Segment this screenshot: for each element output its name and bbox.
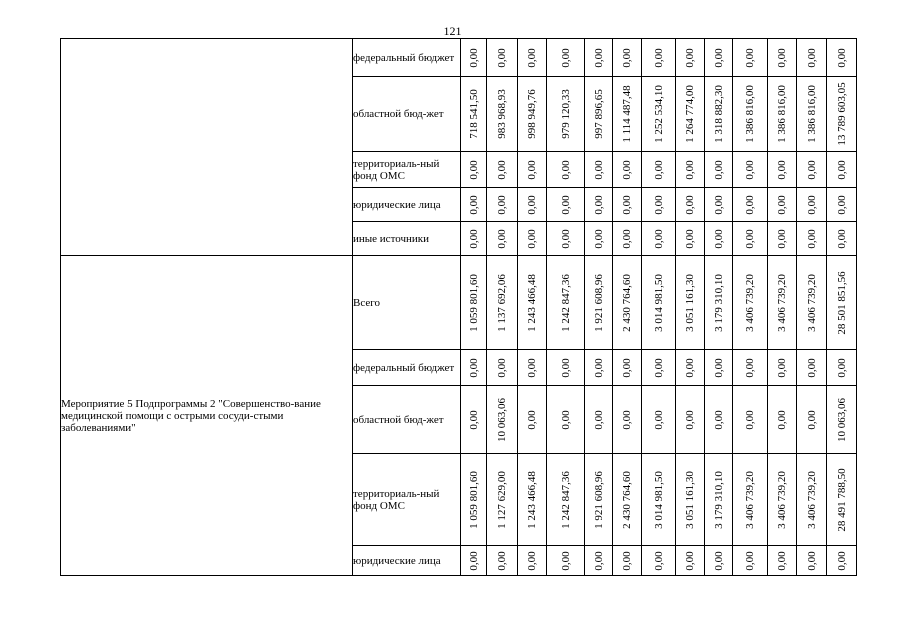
value-cell [797, 152, 827, 188]
value-text: 0,00 [467, 228, 480, 249]
value-cell [547, 188, 585, 222]
empty-measure-cell [61, 39, 353, 256]
value-cell [676, 39, 705, 77]
value-text: 0,00 [805, 409, 818, 430]
table-row [61, 39, 857, 77]
value-text: 0,00 [467, 409, 480, 430]
value-cell [797, 546, 827, 576]
value-cell [642, 386, 676, 454]
funding-source-label: федеральный бюджет [353, 39, 461, 77]
value-text: 998 949,76 [526, 89, 538, 139]
value-text: 0,00 [684, 409, 696, 430]
value-cell [827, 152, 857, 188]
value-text: 0,00 [467, 194, 480, 215]
value-cell [642, 454, 676, 546]
value-text: 0,00 [652, 409, 665, 430]
value-cell [642, 77, 676, 152]
value-text: 3 179 310,10 [712, 470, 725, 529]
value-cell [461, 256, 487, 350]
value-text: 0,00 [526, 550, 538, 571]
value-text: 0,00 [621, 228, 633, 249]
value-cell [585, 152, 613, 188]
value-cell [768, 386, 797, 454]
value-cell [733, 454, 768, 546]
value-text: 0,00 [559, 159, 572, 180]
value-cell [797, 350, 827, 386]
value-cell [487, 386, 518, 454]
value-cell [676, 546, 705, 576]
value-text: 3 179 310,10 [712, 273, 725, 332]
value-cell [585, 350, 613, 386]
value-text: 1 243 466,48 [526, 470, 538, 529]
value-text: 997 896,65 [592, 89, 605, 139]
value-text: 0,00 [652, 357, 665, 378]
value-cell [585, 188, 613, 222]
value-cell [518, 454, 547, 546]
value-text: 1 318 882,30 [712, 85, 725, 143]
value-cell [547, 386, 585, 454]
value-text: 0,00 [684, 357, 696, 378]
value-text: 0,00 [592, 550, 605, 571]
value-cell [733, 350, 768, 386]
value-cell [585, 256, 613, 350]
value-text: 0,00 [526, 47, 538, 68]
value-cell [461, 386, 487, 454]
value-cell [768, 222, 797, 256]
value-cell [585, 222, 613, 256]
value-cell [518, 386, 547, 454]
value-text: 3 014 981,50 [652, 273, 665, 332]
value-text: 1 243 466,48 [526, 273, 538, 332]
value-text: 3 406 739,20 [744, 470, 756, 529]
value-text: 0,00 [559, 409, 572, 430]
value-cell [487, 39, 518, 77]
value-cell [676, 77, 705, 152]
value-text: 1 114 487,48 [621, 85, 633, 143]
value-text: 0,00 [805, 228, 818, 249]
value-cell [518, 546, 547, 576]
measure-name-cell: Мероприятие 5 Подпрограммы 2 "Совершенство-вание медицинской помощи с острыми сосуди-стыми заболеваниями" [61, 256, 353, 576]
value-text: 13 789 603,05 [835, 82, 848, 146]
value-text: 0,00 [712, 550, 725, 571]
funding-source-label: территориаль-ный фонд ОМС [353, 152, 461, 188]
value-cell [585, 386, 613, 454]
value-cell [585, 77, 613, 152]
funding-source-label: территориаль-ный фонд ОМС [353, 454, 461, 546]
value-cell [705, 39, 733, 77]
value-cell [461, 188, 487, 222]
value-cell [518, 39, 547, 77]
value-cell [613, 350, 642, 386]
value-cell [487, 454, 518, 546]
value-text: 718 541,50 [467, 89, 480, 139]
value-text: 3 406 739,20 [776, 273, 788, 332]
value-cell [613, 454, 642, 546]
value-text: 0,00 [467, 550, 480, 571]
value-cell [585, 546, 613, 576]
value-text: 0,00 [776, 194, 788, 215]
value-cell [547, 454, 585, 546]
value-cell [487, 546, 518, 576]
value-text: 0,00 [744, 550, 756, 571]
value-cell [547, 39, 585, 77]
value-cell [613, 39, 642, 77]
value-text: 0,00 [744, 159, 756, 180]
value-text: 10 063,06 [496, 397, 508, 442]
value-text: 0,00 [559, 228, 572, 249]
value-cell [797, 39, 827, 77]
value-text: 0,00 [835, 47, 848, 68]
value-cell [733, 188, 768, 222]
value-cell [642, 188, 676, 222]
value-cell [768, 454, 797, 546]
value-cell [676, 350, 705, 386]
value-text: 0,00 [744, 47, 756, 68]
value-text: 0,00 [744, 228, 756, 249]
value-cell [547, 222, 585, 256]
value-text: 0,00 [592, 47, 605, 68]
page-number: 121 [443, 24, 462, 38]
table-row [61, 256, 857, 350]
value-text: 0,00 [776, 228, 788, 249]
value-text: 0,00 [776, 357, 788, 378]
value-cell [676, 386, 705, 454]
value-cell [642, 546, 676, 576]
value-text: 0,00 [776, 159, 788, 180]
value-text: 0,00 [805, 357, 818, 378]
value-text: 0,00 [805, 159, 818, 180]
value-text: 0,00 [496, 550, 508, 571]
value-text: 3 014 981,50 [652, 470, 665, 529]
value-text: 0,00 [776, 47, 788, 68]
value-text: 1 242 847,36 [559, 470, 572, 529]
value-cell [642, 222, 676, 256]
value-text: 0,00 [835, 550, 848, 571]
value-text: 0,00 [559, 357, 572, 378]
value-cell [642, 152, 676, 188]
value-cell [487, 350, 518, 386]
value-cell [676, 188, 705, 222]
value-text: 0,00 [835, 159, 848, 180]
value-text: 0,00 [776, 550, 788, 571]
value-text: 3 406 739,20 [805, 273, 818, 332]
value-cell [827, 77, 857, 152]
value-text: 0,00 [744, 194, 756, 215]
value-cell [487, 152, 518, 188]
value-cell [705, 386, 733, 454]
value-text: 0,00 [526, 357, 538, 378]
value-text: 0,00 [592, 409, 605, 430]
value-text: 0,00 [835, 194, 848, 215]
value-cell [676, 256, 705, 350]
value-cell [705, 188, 733, 222]
value-text: 0,00 [496, 194, 508, 215]
value-text: 0,00 [467, 159, 480, 180]
value-cell [705, 222, 733, 256]
value-text: 1 252 534,10 [652, 85, 665, 143]
value-text: 0,00 [621, 194, 633, 215]
value-text: 0,00 [496, 357, 508, 378]
value-cell [547, 256, 585, 350]
value-text: 0,00 [805, 47, 818, 68]
value-cell [733, 222, 768, 256]
value-cell [642, 39, 676, 77]
value-text: 0,00 [835, 357, 848, 378]
value-cell [733, 152, 768, 188]
value-text: 0,00 [744, 357, 756, 378]
value-text: 0,00 [684, 550, 696, 571]
value-text: 0,00 [526, 159, 538, 180]
value-cell [768, 350, 797, 386]
value-cell [487, 256, 518, 350]
value-text: 0,00 [526, 228, 538, 249]
value-cell [768, 77, 797, 152]
value-text: 0,00 [526, 194, 538, 215]
funding-source-label: федеральный бюджет [353, 350, 461, 386]
value-text: 0,00 [559, 550, 572, 571]
value-text: 0,00 [621, 550, 633, 571]
value-cell [705, 152, 733, 188]
value-cell [676, 152, 705, 188]
value-cell [676, 454, 705, 546]
value-cell [676, 222, 705, 256]
value-text: 28 501 851,56 [835, 270, 848, 335]
value-text: 0,00 [592, 228, 605, 249]
value-cell [547, 350, 585, 386]
value-cell [461, 222, 487, 256]
value-cell [827, 350, 857, 386]
value-cell [827, 188, 857, 222]
value-text: 2 430 764,60 [621, 470, 633, 529]
value-cell [768, 546, 797, 576]
value-cell [797, 256, 827, 350]
value-text: 0,00 [712, 228, 725, 249]
value-cell [705, 77, 733, 152]
value-text: 0,00 [467, 47, 480, 68]
value-text: 0,00 [684, 47, 696, 68]
value-text: 983 968,93 [496, 89, 508, 139]
value-cell [547, 77, 585, 152]
value-cell [585, 454, 613, 546]
value-cell [487, 77, 518, 152]
value-cell [613, 188, 642, 222]
value-text: 0,00 [684, 228, 696, 249]
value-text: 1 264 774,00 [684, 85, 696, 143]
value-text: 1 386 816,00 [744, 85, 756, 143]
value-text: 0,00 [744, 409, 756, 430]
value-cell [733, 386, 768, 454]
value-cell [547, 152, 585, 188]
value-cell [768, 152, 797, 188]
value-cell [461, 39, 487, 77]
value-text: 0,00 [712, 357, 725, 378]
value-cell [705, 546, 733, 576]
funding-source-label: иные источники [353, 222, 461, 256]
value-text: 0,00 [776, 409, 788, 430]
value-cell [613, 222, 642, 256]
value-text: 0,00 [712, 409, 725, 430]
value-cell [768, 188, 797, 222]
value-cell [518, 256, 547, 350]
value-text: 0,00 [467, 357, 480, 378]
value-cell [613, 386, 642, 454]
value-cell [827, 454, 857, 546]
value-text: 0,00 [559, 47, 572, 68]
budget-table [60, 38, 857, 576]
value-cell [705, 350, 733, 386]
value-cell [768, 39, 797, 77]
value-text: 1 242 847,36 [559, 273, 572, 332]
value-cell [613, 152, 642, 188]
value-cell [705, 256, 733, 350]
value-text: 1 921 608,96 [592, 273, 605, 332]
value-text: 0,00 [805, 550, 818, 571]
value-text: 1 059 801,60 [467, 470, 480, 529]
value-text: 0,00 [652, 194, 665, 215]
value-cell [461, 350, 487, 386]
value-text: 1 386 816,00 [776, 85, 788, 143]
value-text: 0,00 [621, 357, 633, 378]
value-cell [827, 256, 857, 350]
value-cell [461, 454, 487, 546]
value-text: 0,00 [621, 47, 633, 68]
value-cell [461, 77, 487, 152]
value-text: 0,00 [652, 550, 665, 571]
value-cell [768, 256, 797, 350]
value-cell [613, 77, 642, 152]
value-text: 0,00 [805, 194, 818, 215]
value-cell [733, 77, 768, 152]
value-cell [827, 222, 857, 256]
value-cell [518, 222, 547, 256]
value-text: 0,00 [652, 159, 665, 180]
value-cell [797, 77, 827, 152]
value-cell [547, 546, 585, 576]
value-cell [827, 546, 857, 576]
value-text: 1 127 629,00 [496, 470, 508, 529]
value-cell [827, 386, 857, 454]
value-text: 3 406 739,20 [805, 470, 818, 529]
value-text: 979 120,33 [559, 89, 572, 139]
value-cell [461, 152, 487, 188]
value-text: 0,00 [712, 159, 725, 180]
value-cell [733, 39, 768, 77]
value-text: 0,00 [712, 47, 725, 68]
funding-source-label: областной бюд-жет [353, 77, 461, 152]
value-text: 0,00 [621, 159, 633, 180]
value-text: 10 063,06 [835, 397, 848, 442]
value-cell [827, 39, 857, 77]
value-text: 0,00 [592, 159, 605, 180]
value-cell [642, 350, 676, 386]
value-cell [705, 454, 733, 546]
value-text: 0,00 [835, 228, 848, 249]
value-text: 1 386 816,00 [805, 85, 818, 143]
value-text: 0,00 [559, 194, 572, 215]
funding-source-label: Всего [353, 256, 461, 350]
funding-source-label: областной бюд-жет [353, 386, 461, 454]
value-text: 0,00 [496, 228, 508, 249]
value-cell [733, 546, 768, 576]
value-text: 0,00 [496, 159, 508, 180]
value-cell [797, 188, 827, 222]
value-text: 0,00 [712, 194, 725, 215]
value-cell [613, 546, 642, 576]
value-text: 0,00 [592, 194, 605, 215]
value-text: 3 406 739,20 [744, 273, 756, 332]
value-text: 0,00 [526, 409, 538, 430]
value-cell [487, 222, 518, 256]
value-cell [518, 188, 547, 222]
value-text: 0,00 [592, 357, 605, 378]
value-text: 1 921 608,96 [592, 470, 605, 529]
value-text: 3 051 161,30 [684, 470, 696, 529]
funding-source-label: юридические лица [353, 546, 461, 576]
value-text: 0,00 [496, 47, 508, 68]
value-text: 2 430 764,60 [621, 273, 633, 332]
value-cell [797, 454, 827, 546]
value-text: 0,00 [684, 159, 696, 180]
value-text: 1 059 801,60 [467, 273, 480, 332]
value-text: 0,00 [652, 47, 665, 68]
value-text: 0,00 [652, 228, 665, 249]
funding-source-label: юридические лица [353, 188, 461, 222]
value-cell [461, 546, 487, 576]
value-text: 3 406 739,20 [776, 470, 788, 529]
value-cell [613, 256, 642, 350]
value-cell [518, 77, 547, 152]
value-cell [518, 152, 547, 188]
value-text: 1 137 692,06 [496, 273, 508, 332]
value-cell [797, 386, 827, 454]
value-cell [585, 39, 613, 77]
value-cell [733, 256, 768, 350]
value-cell [642, 256, 676, 350]
value-text: 0,00 [684, 194, 696, 215]
value-text: 3 051 161,30 [684, 273, 696, 332]
value-text: 0,00 [621, 409, 633, 430]
value-cell [487, 188, 518, 222]
value-cell [797, 222, 827, 256]
value-text: 28 491 788,50 [835, 467, 848, 532]
value-cell [518, 350, 547, 386]
